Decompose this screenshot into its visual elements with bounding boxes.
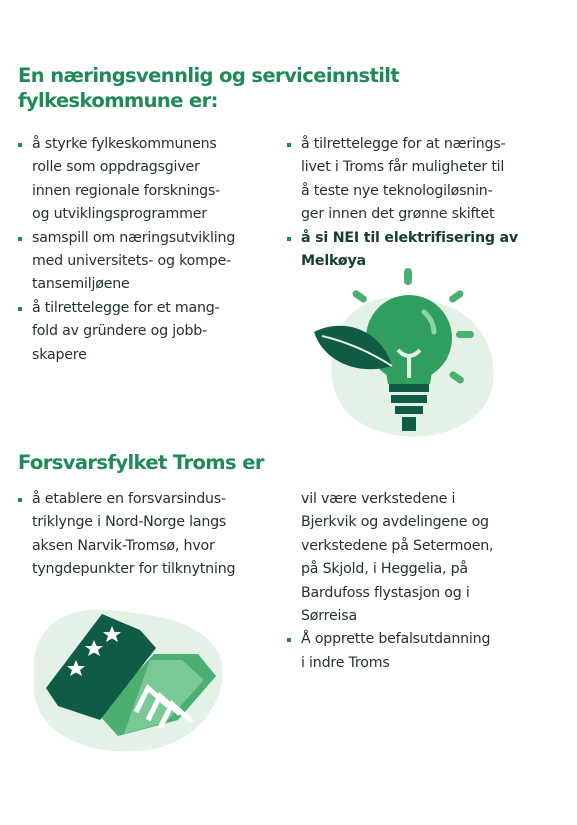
list-item-line: Å opprette befalsutdanning [301,631,491,648]
list-item-line: tyngdepunkter for tilknytning [32,561,236,578]
list-item-line: rolle som oppdragsgiver [32,159,200,176]
list-item-line: å styrke fylkeskommunens [32,136,217,152]
list-item-line: fold av gründere og jobb- [32,323,207,340]
list-item [18,488,280,582]
list-item-line: skapere [32,346,87,363]
business-left-list [18,133,280,367]
list-item-line: innen regionale forsknings- [32,182,221,199]
list-item-line: og utviklingsprogrammer [32,206,207,223]
list-item-line: Sørreisa [301,608,357,625]
list-item [287,133,562,227]
list-item-line: samspill om næringsutvikling [32,229,236,246]
list-item [18,297,280,367]
list-item-line: å tilrettelegge for et mang- [32,299,220,316]
defense-right-list [287,488,562,675]
list-item-line: verkstedene på Setermoen, [301,537,494,554]
list-item-line: å etablere en forsvarsindus- [32,491,226,507]
list-item-line: livet i Troms får muligheter til [301,159,505,176]
list-item-line: Melkøya [301,253,366,270]
list-item-line: å si NEI til elektrifisering av [301,229,518,246]
list-item-line: med universitets- og kompe- [32,253,232,270]
list-item-line: ger innen det grønne skiftet [301,206,495,223]
list-item [287,628,562,675]
list-item-line: i indre Troms [301,654,390,671]
heading-line: En næringsvennlig og serviceinnstilt [18,64,400,87]
list-item-line: vil være verkstedene i [301,491,456,507]
section-heading-defense: Forsvarsfylket Troms er [18,451,264,474]
list-item [18,133,280,227]
list-item [18,227,280,297]
list-item-continuation [287,488,562,628]
lightbulb-leaf-icon [306,266,506,441]
list-item-line: på Skjold, i Heggelia, på [301,561,468,578]
list-item-line: aksen Narvik-Tromsø, hvor [32,537,215,554]
military-rank-badges-icon [28,596,228,756]
section-heading-business [18,63,399,113]
list-item-line: triklynge i Nord-Norge langs [32,514,227,531]
list-item-line: å teste nye teknologiløsnin- [301,182,493,199]
business-right-list [287,133,562,273]
list-item-line: å tilrettelegge for at nærings- [301,136,506,152]
defense-left-list [18,488,280,582]
list-item-line: Bjerkvik og avdelingene og [301,514,489,531]
list-item-line: Bardufoss flystasjon og i [301,584,470,601]
list-item-line: tansemiljøene [32,276,130,293]
heading-line: fylkeskommune er: [18,89,218,112]
